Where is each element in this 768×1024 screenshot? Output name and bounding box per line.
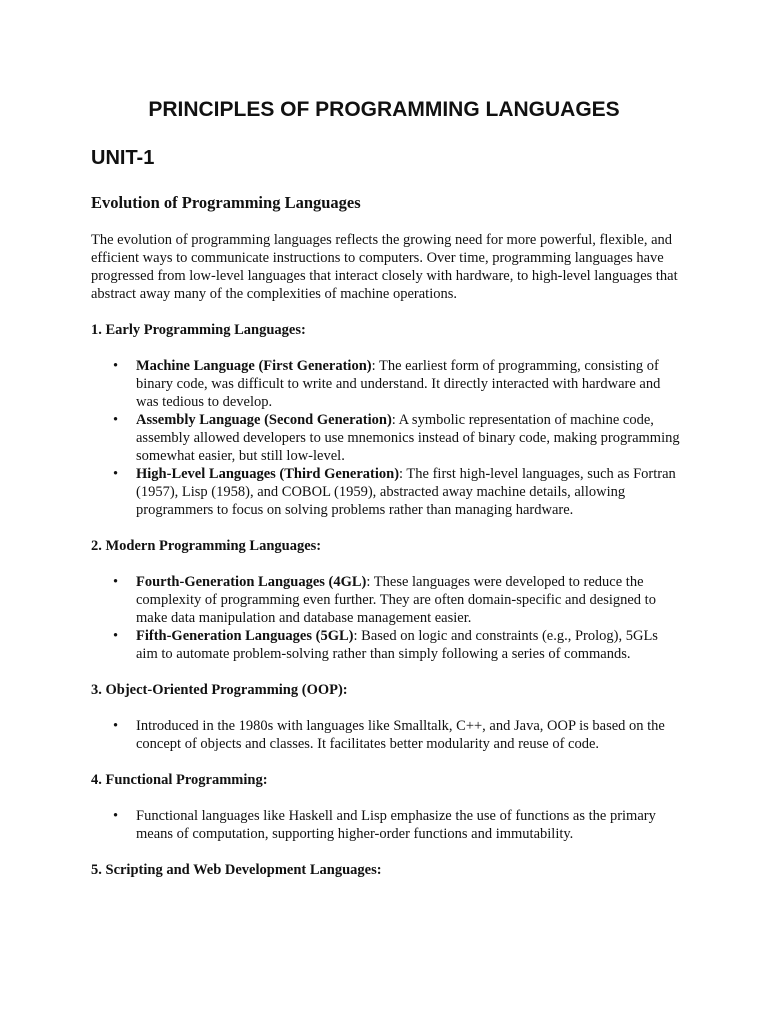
bullet-icon: •	[113, 808, 119, 824]
list-item-text: : A symbolic representation of machine code, assembly allowed developers to use mnemonics instead of binary code, making programming somewhat easier, but still low-level.	[136, 412, 680, 464]
subsection-heading: 4. Functional Programming:	[91, 772, 268, 788]
subsection-heading: 1. Early Programming Languages:	[91, 322, 306, 338]
list-item	[113, 411, 681, 465]
list-item-term: Assembly Language (Second Generation)	[136, 412, 392, 428]
list-item-term: High-Level Languages (Third Generation)	[136, 466, 400, 482]
list-item-text: : These languages were developed to reduce the complexity of programming even further. They are often domain-specific and designed to make data manipulation and database management easier.	[136, 574, 656, 626]
bullet-list	[91, 357, 681, 519]
list-item-text: : The first high-level languages, such as Fortran (1957), Lisp (1958), and COBOL (1959), abstracted away machine details, allowing programmers to focus on solving problems rather than managing hardware.	[136, 466, 676, 518]
bullet-icon: •	[113, 628, 119, 644]
bullet-icon: •	[113, 718, 119, 734]
list-item-text: Functional languages like Haskell and Lisp emphasize the use of functions as the primary means of computation, supporting higher-order functions and immutability.	[136, 808, 656, 842]
bullet-icon: •	[113, 358, 119, 374]
subsections-container	[91, 321, 681, 879]
list-item-text: : Based on logic and constraints (e.g., Prolog), 5GLs aim to automate problem-solving rather than simply following a series of commands.	[136, 628, 658, 662]
unit-heading: UNIT-1	[91, 147, 155, 169]
list-item	[113, 573, 681, 627]
intro-paragraph: The evolution of programming languages reflects the growing need for more powerful, flexible, and efficient ways to communicate instructions to computers. Over time, programming languages have progressed from low-level languages that interact closely with hardware, to high-level languages that abstract away many of the complexities of machine operations.	[91, 232, 678, 302]
document-title: PRINCIPLES OF PROGRAMMING LANGUAGES	[148, 98, 620, 121]
list-item	[113, 807, 681, 843]
list-item	[113, 465, 681, 519]
list-item-text: : The earliest form of programming, consisting of binary code, was difficult to write and understand. It directly interacted with hardware and was tedious to develop.	[136, 358, 661, 410]
list-item	[113, 717, 681, 753]
bullet-icon: •	[113, 574, 119, 590]
list-item-term: Fourth-Generation Languages (4GL)	[136, 574, 367, 590]
list-item	[113, 357, 681, 411]
bullet-list	[91, 573, 681, 663]
list-item	[113, 627, 681, 663]
document-body	[91, 192, 681, 897]
list-item-term: Machine Language (First Generation)	[136, 358, 372, 374]
list-item-text: Introduced in the 1980s with languages like Smalltalk, C++, and Java, OOP is based on the concept of objects and classes. It facilitates better modularity and reuse of code.	[136, 718, 665, 752]
bullet-icon: •	[113, 466, 119, 482]
bullet-list	[91, 807, 681, 843]
subsection-heading: 2. Modern Programming Languages:	[91, 538, 322, 554]
bullet-list	[91, 717, 681, 753]
bullet-icon: •	[113, 412, 119, 428]
section-heading: Evolution of Programming Languages	[91, 193, 361, 212]
list-item-term: Fifth-Generation Languages (5GL)	[136, 628, 354, 644]
subsection-heading: 3. Object-Oriented Programming (OOP):	[91, 682, 348, 698]
subsection-heading: 5. Scripting and Web Development Languages:	[91, 862, 382, 878]
